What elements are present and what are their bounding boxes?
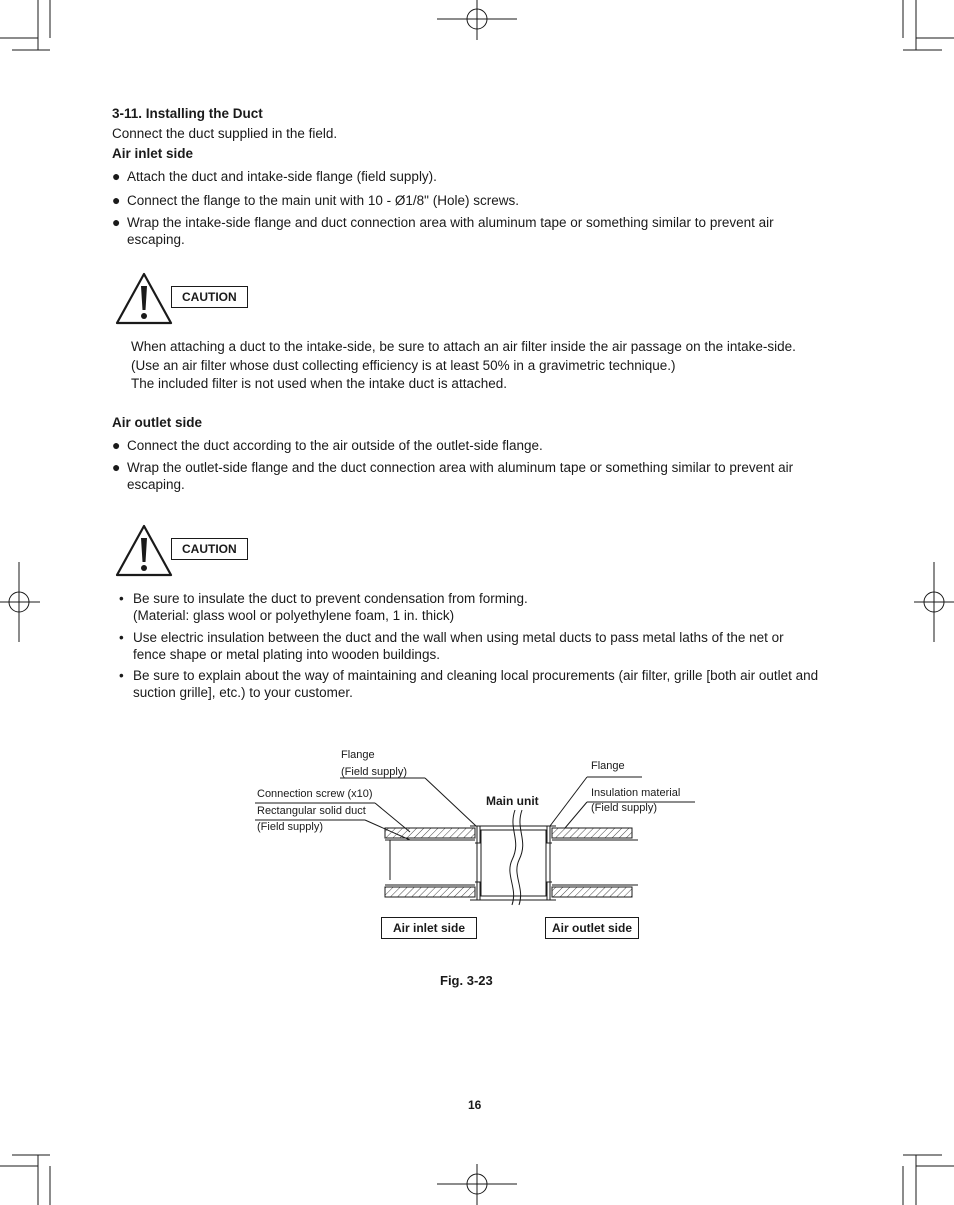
- section-intro: Connect the duct supplied in the field.: [112, 126, 338, 141]
- field-supply-label: (Field supply): [341, 766, 408, 778]
- inlet-bullet: ● Wrap the intake-side flange and duct connection area with aluminum tape or something similar to prevent air escaping.: [112, 214, 774, 247]
- duct-diagram: [250, 740, 710, 960]
- bullet-icon: •: [119, 668, 124, 683]
- caution1-text: When attaching a duct to the intake-side, be sure to attach an air filter inside the air passage on the intake-side. (Use an air filter whose dust collecting efficiency is at least 50% in a gravimetric technique.) The included filter is not used when the intake duct is attached.: [131, 339, 796, 391]
- air-outlet-side-label: Air outlet side: [545, 917, 639, 939]
- connection-screw-label: Connection screw (x10): [257, 788, 373, 800]
- insulation-label: Insulation material: [591, 787, 681, 799]
- figure-caption: Fig. 3-23: [440, 973, 493, 988]
- outlet-bullet: ● Connect the duct according to the air outside of the outlet-side flange.: [112, 437, 543, 453]
- air-inlet-side-label: Air inlet side: [381, 917, 477, 939]
- flange-label: Flange: [591, 760, 625, 772]
- caution2-item: • Be sure to insulate the duct to prevent condensation from forming. (Material: glass wool or polyethylene foam, 1 in. thick): [119, 591, 528, 623]
- flange-label: Flange: [341, 749, 375, 761]
- bullet-icon: ●: [112, 168, 121, 184]
- warning-triangle-icon: [115, 524, 173, 578]
- inlet-heading: Air inlet side: [112, 146, 194, 161]
- bullet-icon: •: [119, 630, 124, 645]
- bullet-icon: ●: [112, 459, 121, 475]
- insulation-hatch: [385, 828, 475, 838]
- warning-triangle-icon: [115, 272, 173, 326]
- outlet-bullet: ● Wrap the outlet-side flange and the duct connection area with aluminum tape or something similar to prevent air escaping.: [112, 459, 794, 492]
- page-number: 16: [468, 1098, 482, 1112]
- bullet-icon: •: [119, 591, 124, 606]
- main-unit-label: Main unit: [486, 794, 539, 808]
- bullet-icon: ●: [112, 192, 121, 208]
- caution-label: CAUTION: [171, 538, 248, 560]
- bullet-icon: ●: [112, 214, 121, 230]
- bullet-icon: ●: [112, 437, 121, 453]
- section-title: 3-11. Installing the Duct: [112, 106, 263, 121]
- inlet-bullet: ● Connect the flange to the main unit with 10 - Ø1/8" (Hole) screws.: [112, 192, 519, 208]
- caution2-item: • Use electric insulation between the duct and the wall when using metal ducts to pass metal laths of the net or fence shape or metal plating into wooden buildings.: [119, 630, 784, 662]
- rect-duct-label: Rectangular solid duct: [257, 805, 366, 817]
- outlet-heading: Air outlet side: [112, 415, 203, 430]
- caution2-item: • Be sure to explain about the way of maintaining and cleaning local procurements (air filter, grille [both air outlet and suction grille], etc.) to your customer.: [119, 668, 819, 700]
- caution-label: CAUTION: [171, 286, 248, 308]
- field-supply-label: (Field supply): [257, 821, 324, 833]
- inlet-bullet: ● Attach the duct and intake-side flange (field supply).: [112, 168, 437, 184]
- field-supply-label: (Field supply): [591, 802, 658, 814]
